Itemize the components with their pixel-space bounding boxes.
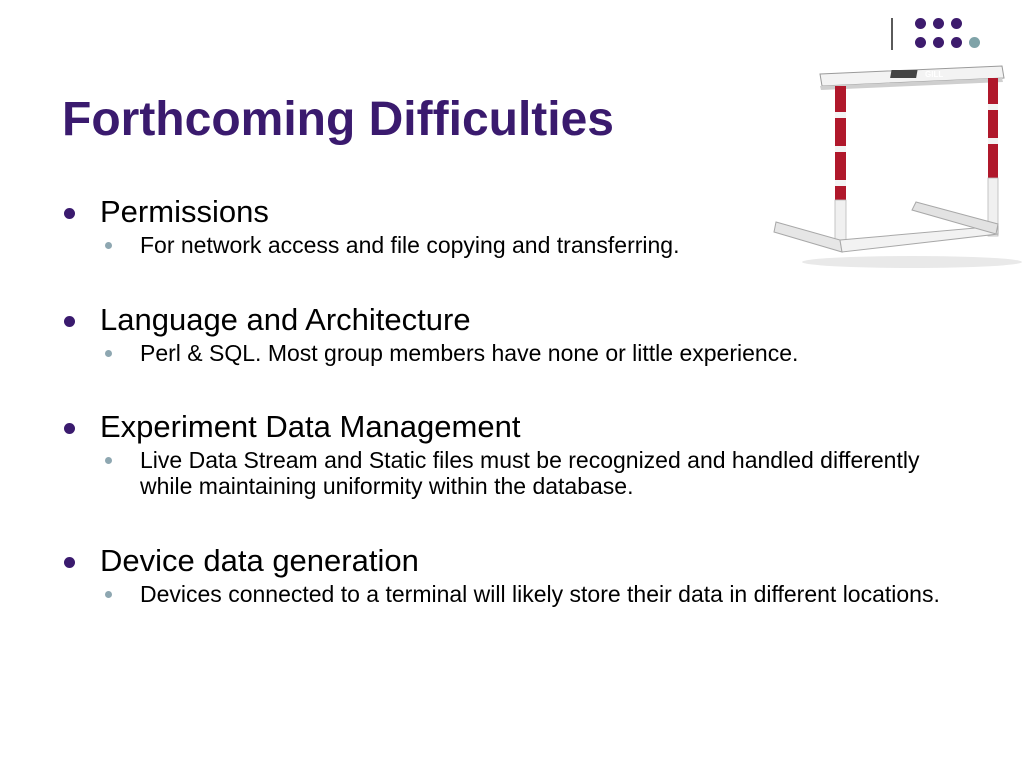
- sub-bullet-text: Devices connected to a terminal will likely store their data in different locations.: [140, 581, 940, 607]
- bullet-heading: Experiment Data Management: [100, 409, 521, 444]
- bullet-dot-icon: [64, 316, 75, 327]
- sub-bullet-dot-icon: [105, 350, 112, 357]
- bullet-item: [62, 300, 982, 366]
- dots-decoration-icon: [912, 16, 992, 52]
- vertical-divider-line: [891, 18, 893, 50]
- bullet-heading: Device data generation: [100, 543, 419, 578]
- slide-title: Forthcoming Difficulties: [62, 93, 614, 146]
- bullet-item: [62, 541, 982, 607]
- bullet-dot-icon: [64, 208, 75, 219]
- bullet-heading: Language and Architecture: [100, 302, 471, 337]
- sub-bullet-dot-icon: [105, 591, 112, 598]
- hurdle-brand-text: GILL: [925, 70, 944, 79]
- sub-bullet-text: Perl & SQL. Most group members have none or little experience.: [140, 340, 799, 366]
- bullet-item: [62, 192, 982, 258]
- bullet-heading: Permissions: [100, 194, 269, 229]
- sub-bullet-dot-icon: [105, 242, 112, 249]
- sub-bullet-text: For network access and file copying and transferring.: [140, 232, 680, 258]
- sub-bullet-dot-icon: [105, 457, 112, 464]
- bullet-dot-icon: [64, 423, 75, 434]
- sub-bullet-text: Live Data Stream and Static files must be recognized and handled differently while maintaining uniformity within the database.: [140, 447, 920, 499]
- bullet-dot-icon: [64, 557, 75, 568]
- bullet-item: [62, 407, 982, 499]
